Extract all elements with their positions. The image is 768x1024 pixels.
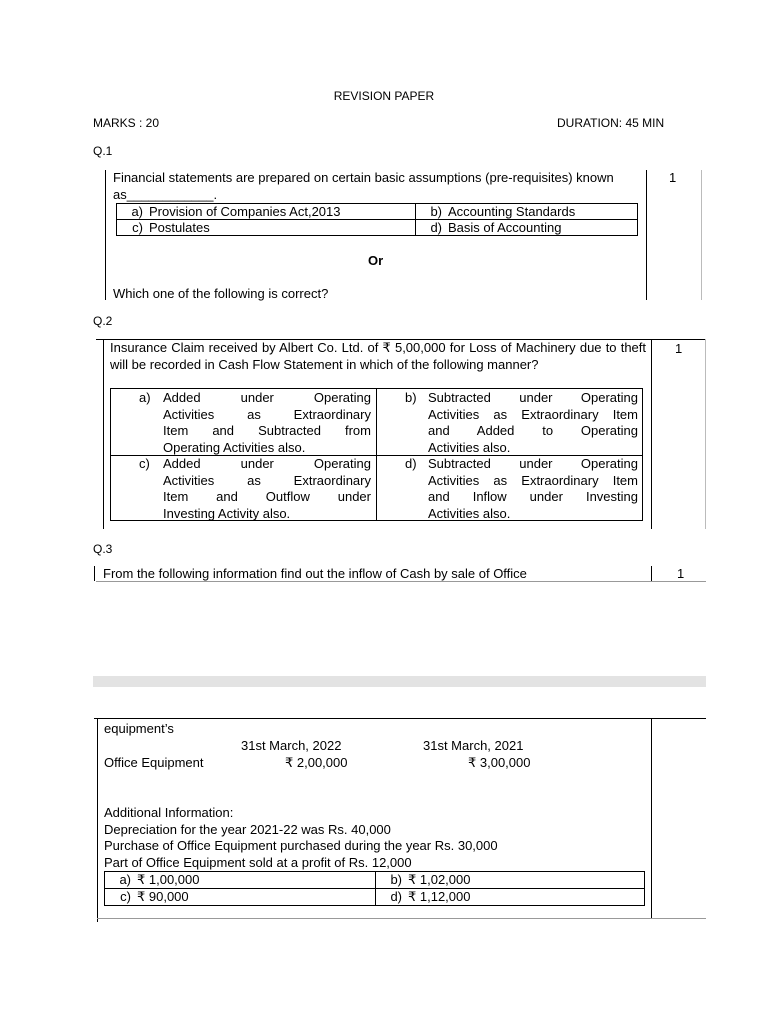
q3-right-border [651,566,652,581]
q2-option-b: b) Subtracted under Operating Activities as Extraordinary Item and Added to Operating Activities also. [405,390,638,455]
q2-option-c: c) Added under Operating Activities as Extraordinary Item and Outflow under Investing Activity also. [139,456,371,521]
duration-label: DURATION: 45 MIN [557,116,665,130]
q3-option-c: c) ₹ 90,000 [105,889,376,906]
q2-option-a: a) Added under Operating Activities as Extraordinary Item and Subtracted from Operating Activities also. [139,390,371,455]
q2-left-border [103,339,104,529]
q1-outer-border [701,170,702,300]
q1-options-table [116,203,638,236]
paper-title: REVISION PAPER [333,89,435,103]
q2-options-table [110,388,643,521]
marks-label: MARKS : 20 [93,116,160,130]
q1-marks: 1 [669,170,677,185]
q3-options-table [104,871,645,906]
q1-or-label: Or [368,253,384,268]
q3-column-2021: 31st March, 2021 [423,738,524,753]
q3-row-label: Office Equipment [104,755,204,770]
q1-option-b: b) Accounting Standards [416,204,638,220]
q2-option-d: d) Subtracted under Operating Activities as Extraordinary Item and Inflow under Investing Activities also. [405,456,638,521]
q3-continuation-right-border [651,718,652,918]
q2-question-text: Insurance Claim received by Albert Co. Ltd. of ₹ 5,00,000 for Loss of Machinery due to theft will be recorded in Cash Flow Statement in which of the following manner? [110,340,646,372]
q1-left-border [105,170,106,300]
q3-continuation-bottom-border [97,918,706,919]
q2-number: Q.2 [93,314,113,328]
q2-marks: 1 [675,341,683,356]
q3-question-text-continued: equipment’s [104,721,174,736]
q3-info-line: Depreciation for the year 2021-22 was Rs. 40,000 [104,822,391,837]
q1-option-a: a) Provision of Companies Act,2013 [117,204,416,220]
q1-question-text: Financial statements are prepared on certain basic assumptions (pre-requisites) known as____________. [113,170,614,202]
page-break [93,676,706,687]
q3-question-text: From the following information find out the inflow of Cash by sale of Office [103,566,527,581]
q1-option-d: d) Basis of Accounting [416,220,638,236]
q3-additional-title: Additional Information: [104,805,234,820]
q3-column-2022: 31st March, 2022 [241,738,342,753]
q3-option-a: a) ₹ 1,00,000 [105,872,376,889]
q3-continuation-left-border [97,718,98,922]
q3-number: Q.3 [93,542,113,556]
q1-alternative-question: Which one of the following is correct? [113,286,329,301]
q1-number: Q.1 [93,144,113,158]
q2-outer-border [705,339,706,529]
q3-left-border [94,566,95,581]
q3-value-2022: ₹ 2,00,000 [285,755,348,770]
q1-option-c: c) Postulates [117,220,416,236]
q3-continuation-top-border [94,718,706,719]
q3-info-line: Purchase of Office Equipment purchased during the year Rs. 30,000 [104,838,498,853]
q3-option-d: d) ₹ 1,12,000 [376,889,645,906]
q2-right-border [651,339,652,529]
q3-option-b: b) ₹ 1,02,000 [376,872,645,889]
q3-value-2021: ₹ 3,00,000 [468,755,531,770]
q1-right-border [646,170,647,300]
q3-info-line: Part of Office Equipment sold at a profit of Rs. 12,000 [104,855,412,870]
q3-marks: 1 [677,566,685,581]
